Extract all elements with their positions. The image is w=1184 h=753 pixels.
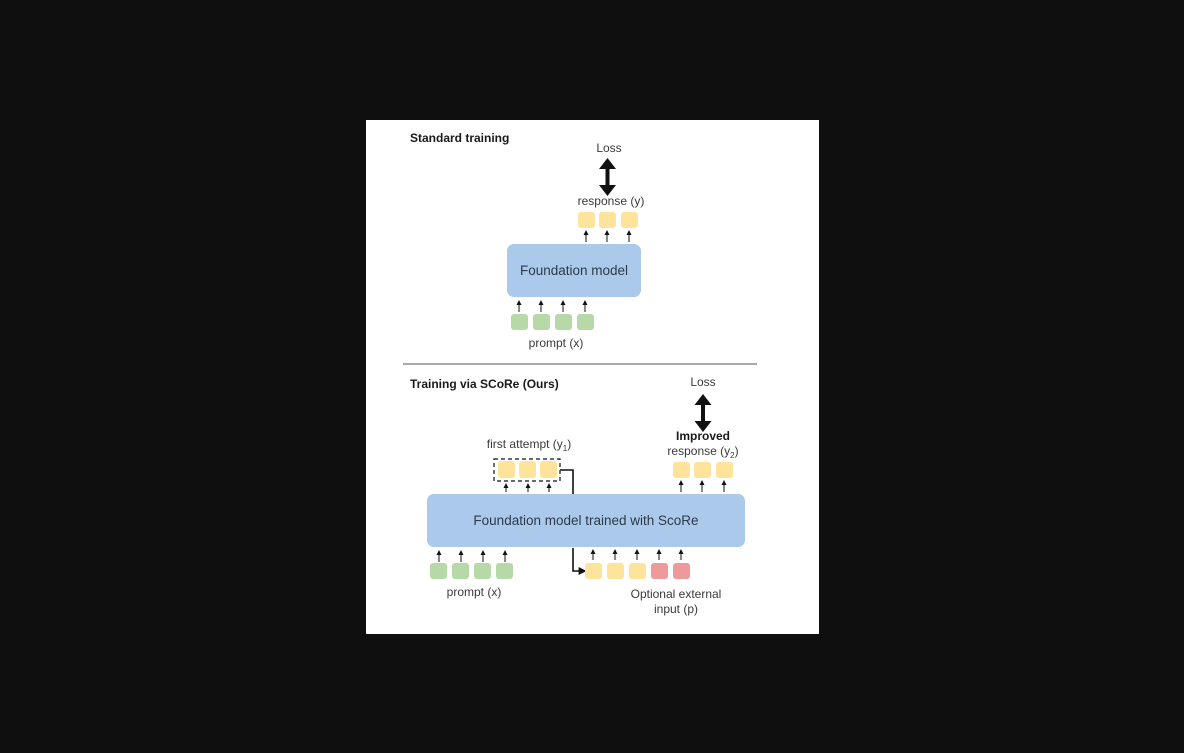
score-external-label-line1: Optional external bbox=[630, 587, 722, 601]
response-token bbox=[629, 563, 646, 579]
prompt-token bbox=[511, 314, 528, 330]
score-diagram bbox=[366, 120, 819, 634]
score-first-attempt-tokens bbox=[498, 461, 557, 478]
response-token bbox=[673, 462, 690, 478]
score-first-attempt-label: first attempt $(y_1)$ bbox=[486, 437, 572, 453]
score-loss-label: Loss bbox=[690, 375, 716, 389]
score-model-label: Foundation model trained with ScoRe bbox=[473, 513, 699, 528]
response-token bbox=[607, 563, 624, 579]
standard-loss-label: Loss bbox=[596, 141, 622, 155]
external-token bbox=[651, 563, 668, 579]
standard-model-label: Foundation model bbox=[519, 263, 629, 278]
score-response2-arrows bbox=[681, 481, 724, 492]
response-token bbox=[498, 461, 515, 478]
standard-input-arrows bbox=[519, 301, 585, 312]
score-first-attempt-arrows bbox=[506, 484, 549, 492]
response-token bbox=[716, 462, 733, 478]
response-token bbox=[694, 462, 711, 478]
score-external-arrows bbox=[593, 550, 681, 560]
response-token bbox=[599, 212, 616, 228]
response-token bbox=[585, 563, 602, 579]
standard-prompt-label: prompt (x) bbox=[528, 336, 584, 350]
score-external-tokens bbox=[585, 563, 690, 579]
score-external-label-line2: input (p) bbox=[653, 602, 699, 616]
prompt-token bbox=[474, 563, 491, 579]
external-token bbox=[673, 563, 690, 579]
score-improved-label: Improved bbox=[675, 429, 731, 443]
score-prompt-arrows bbox=[439, 551, 505, 562]
standard-prompt-tokens bbox=[511, 314, 594, 330]
score-response2-tokens bbox=[673, 462, 733, 478]
standard-loss-double-arrow bbox=[599, 158, 616, 196]
score-prompt-tokens bbox=[430, 563, 513, 579]
score-heading: Training via SCoRe (Ours) bbox=[410, 377, 559, 391]
score-loss-double-arrow bbox=[695, 394, 712, 432]
prompt-token bbox=[555, 314, 572, 330]
diagram-panel bbox=[366, 120, 819, 634]
standard-output-arrows bbox=[586, 231, 629, 242]
score-response2-label: response $(y_2)$ bbox=[667, 444, 739, 460]
prompt-token bbox=[430, 563, 447, 579]
prompt-token bbox=[533, 314, 550, 330]
prompt-token bbox=[577, 314, 594, 330]
standard-response-label: response (y) bbox=[577, 194, 645, 208]
response-token bbox=[578, 212, 595, 228]
standard-heading: Standard training bbox=[410, 131, 510, 145]
standard-response-tokens bbox=[578, 212, 638, 228]
prompt-token bbox=[452, 563, 469, 579]
response-token bbox=[540, 461, 557, 478]
score-prompt-label: prompt (x) bbox=[446, 585, 502, 599]
response-token bbox=[519, 461, 536, 478]
prompt-token bbox=[496, 563, 513, 579]
response-token bbox=[621, 212, 638, 228]
